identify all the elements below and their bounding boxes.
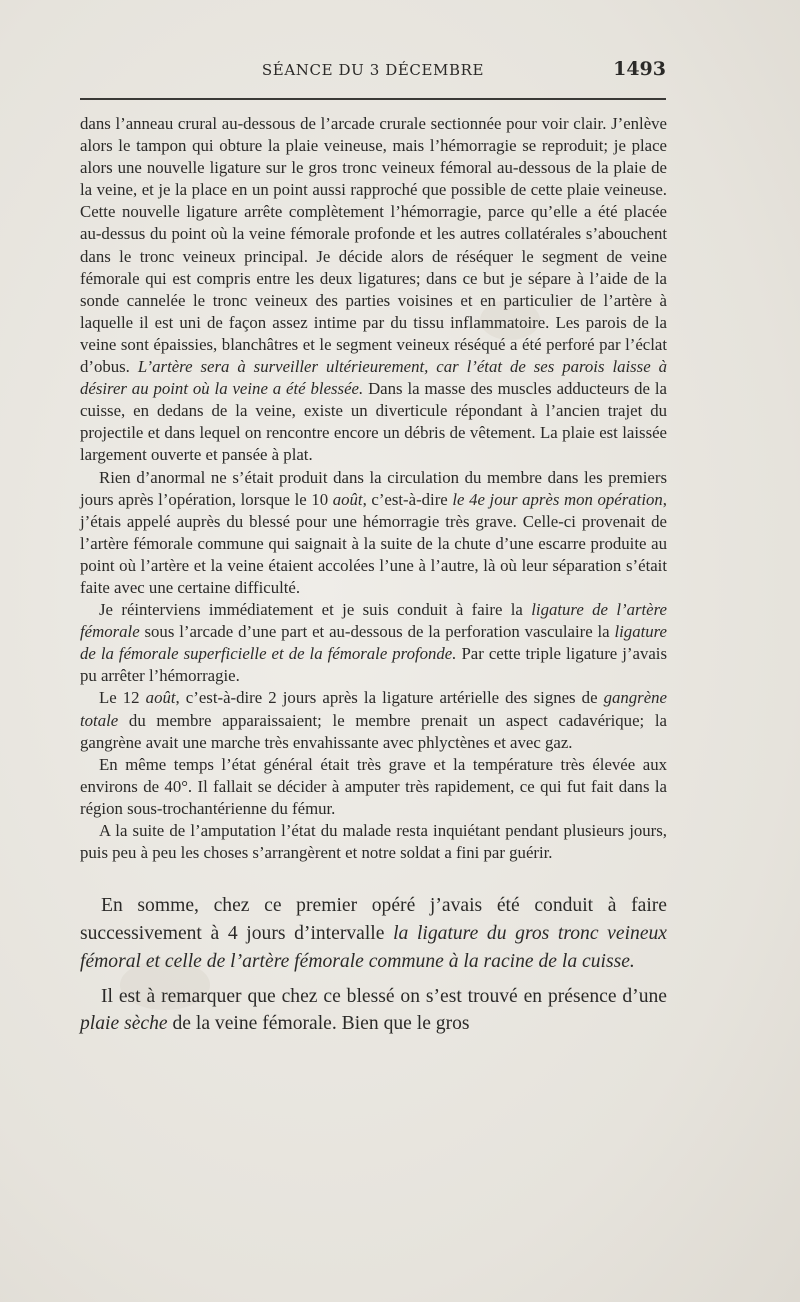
- small-text-block: [80, 113, 667, 864]
- italic-text: L’artère sera à surveiller ultérieurement, car l’état de ses parois laisse à désirer au point où la veine a été blessée.: [80, 357, 668, 399]
- paragraph: [80, 467, 667, 600]
- italic-text: la ligature du gros tronc veineux fémoral et celle de l’artère fémorale commune à la racine de la cuisse.: [80, 922, 668, 972]
- page-number: 1493: [613, 58, 666, 80]
- header-rule: [80, 98, 666, 100]
- text-run: Par cette triple ligature j’avais pu arrêter l’hémorragie.: [80, 644, 667, 686]
- paragraph: [80, 892, 667, 975]
- text-run: Dans la masse des muscles adducteurs de la cuisse, en dedans de la veine, existe un diverticule répondant à l’ancien trajet du projectile et dans lequel on rencontre encore un débris de vêtement. La plaie est laissée largement ouverte et pansée à plat.: [80, 379, 667, 465]
- paragraph: [80, 983, 667, 1039]
- italic-text: le 4e jour après mon opération: [452, 489, 663, 509]
- italic-text: août: [145, 688, 176, 708]
- text-run: , c’est-à-dire 2 jours après la ligature artérielle des signes de: [175, 688, 604, 708]
- italic-text: gangrène totale: [80, 688, 667, 730]
- paragraph: [80, 754, 667, 820]
- text-run: En somme, chez ce premier opéré j’avais été conduit à faire successivement à 4 jours d’intervalle: [80, 895, 667, 944]
- text-run: En même temps l’état général était très grave et la température très élevée aux environs de 40°. Il fallait se décider à amputer très rapidement, ce qui fut fait dans la région sous-trochantérienne du fémur.: [80, 754, 667, 818]
- text-run: Il est à remarquer que chez ce blessé on s’est trouvé en présence d’une: [101, 985, 667, 1007]
- text-run: A la suite de l’amputation l’état du malade resta inquiétant pendant plusieurs jours, puis peu à peu les choses s’arrangèrent et notre soldat a fini par guérir.: [80, 821, 667, 863]
- text-run: Je réinterviens immédiatement et je suis conduit à faire la: [99, 600, 532, 620]
- text-run: de la veine fémorale. Bien que le gros: [167, 1013, 470, 1035]
- paragraph: [80, 113, 667, 467]
- section-gap: [80, 864, 667, 892]
- large-text-block: [80, 892, 667, 1038]
- italic-text: ligature de la fémorale superficielle et de la fémorale profonde.: [80, 622, 667, 664]
- text-run: , j’étais appelé auprès du blessé pour une hémorragie très grave. Celle-ci provenait de l’artère fémorale commune qui saignait à la suite de la chute d’une escarre produite au point où l’artère et la veine étaient accolées l’une à l’autre, là où leur séparation s’était faite avec une certaine difficulté.: [80, 489, 667, 597]
- text-run: sous l’arcade d’une part et au-dessous de la perforation vasculaire la: [139, 622, 615, 642]
- italic-text: août: [332, 489, 363, 509]
- paragraph: [80, 599, 667, 687]
- text-run: Le 12: [99, 688, 146, 708]
- body-text: [80, 113, 667, 1038]
- text-run: dans l’anneau crural au-dessous de l’arcade crurale sectionnée pour voir clair. J’enlève alors le tampon qui obture la plaie veineuse, mais l’hémorragie se reproduit; je place alors une nouvelle ligature sur le gros tronc veineux fémoral au-dessous de la plaie de la veine, et je la place en un point aussi rapproché que possible de cette plaie veineuse. Cette nouvelle ligature arrête complètement l’hémorragie, parce qu’elle a été placée au-dessus du point où la veine fémorale profonde et les autres collatérales s’abouchent dans le tronc veineux principal. Je décide alors de réséquer le segment de veine fémorale qui est compris entre les deux ligatures; dans ce but je sépare à l’aide de la sonde cannelée le tronc veineux des parties voisines et en particulier de l’artère à laquelle il est uni de façon assez intime par du tissu inflammatoire. Les parois de la veine sont épaissies, blanchâtres et le segment veineux réséqué a été perforé par l’éclat d’obus.: [80, 114, 667, 377]
- italic-text: plaie sèche: [80, 1013, 168, 1035]
- italic-text: ligature de l’artère fémorale: [80, 600, 667, 642]
- text-run: du membre apparaissaient; le membre prenait un aspect cadavérique; la gangrène avait une marche très envahissante avec phlyctènes et avec gaz.: [80, 710, 667, 752]
- page-header: [80, 58, 666, 86]
- running-title: SÉANCE DU 3 DÉCEMBRE: [261, 61, 485, 79]
- text-run: Rien d’anormal ne s’était produit dans la circulation du membre dans les premiers jours après l’opération, lorsque le 10: [80, 467, 667, 509]
- paragraph: [80, 687, 667, 753]
- paragraph: [80, 820, 667, 864]
- text-run: , c’est-à-dire: [362, 489, 453, 509]
